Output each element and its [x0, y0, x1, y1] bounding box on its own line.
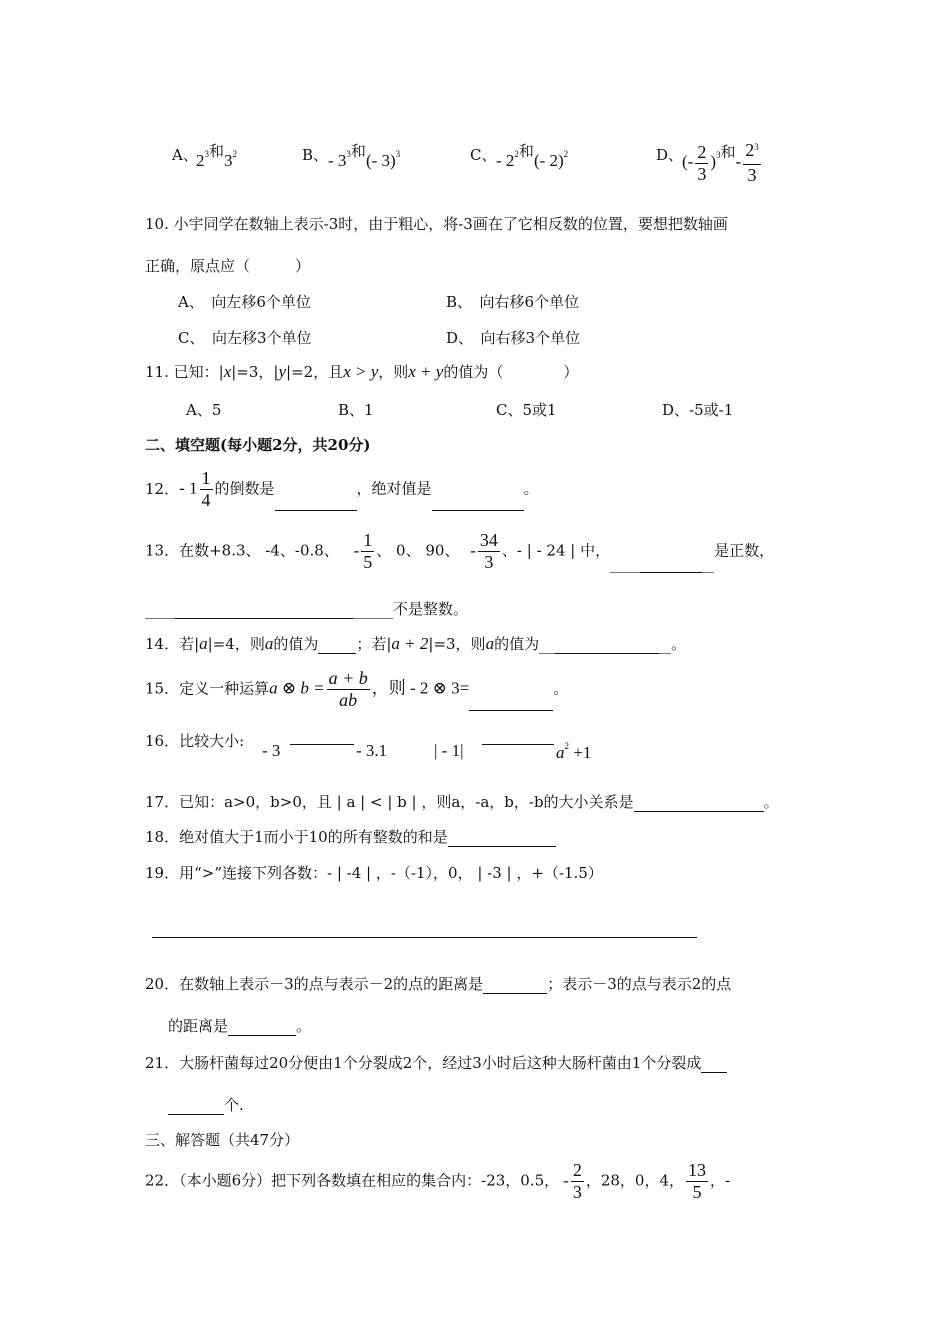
q9-option-d-expr: (- $\frac{2}{3}$ )$^3$和- $\frac{2^3}{3}$	[682, 140, 759, 185]
q21-line1: 21．大肠杆菌每过20分便由1个分裂成2个，经过3小时后这种大肠杆菌由1个分裂成	[145, 1052, 727, 1073]
q13-blank-non-integer[interactable]	[175, 602, 353, 619]
q11-option-c: C、5或1	[496, 401, 557, 419]
q9-option-b-expr: - $3^3$和(- 3)$^3$	[328, 144, 401, 170]
q10-option-a: A、 向左移6个单位	[178, 293, 311, 311]
q15-blank[interactable]	[469, 694, 553, 711]
q22: 22．（本小题6分）把下列各数填在相应的集合内：-23，0.5， - $\frac{2}{3}$ ，28，0，4， $\frac{13}{5}$ ，-	[145, 1160, 731, 1202]
q13-line1: 13．在数+8.3、 -4、-0.8、 - $\frac{1}{5}$ 、 0、 90、 - $\frac{34}{3}$ 、- | - 24 | 中， 是正数，	[145, 530, 775, 572]
q16-blank-1[interactable]	[290, 744, 354, 745]
q19: 19．用“>”连接下列各数：- | -4 | ，-（-1），0， | -3 | ，+（-1.5）	[145, 864, 603, 882]
section-3-heading: 三、解答题（共47分）	[145, 1131, 300, 1149]
q10-line2: 正确，原点应（ ）	[145, 257, 311, 275]
q12: 12．- 1 $\frac{1}{4}$ 的倒数是 ，绝对值是 。	[145, 468, 539, 510]
q9-option-a	[172, 144, 198, 165]
q10-option-b: B、 向右移6个单位	[446, 293, 580, 311]
q11-option-b: B、1	[338, 401, 374, 419]
q13-blank-positive[interactable]	[640, 556, 702, 573]
q20-line2: 的距离是 。	[168, 1017, 312, 1035]
q15: 15．定义一种运算a ⊗ b = $\frac{a + b}{ab}$ ，则 - 2 ⊗ 3= 。	[145, 668, 569, 710]
q10-option-c: C、 向左移3个单位	[178, 329, 312, 347]
q19-answer-line[interactable]	[152, 937, 697, 938]
q9-option-a-expr: $2^3$和$3^2$	[196, 144, 238, 170]
q10-option-d: D、 向右移3个单位	[446, 329, 581, 347]
option-label: C、	[470, 146, 497, 164]
q12-blank-1[interactable]	[275, 494, 357, 511]
q9-option-b	[302, 144, 328, 165]
q18: 18．绝对值大于1而小于10的所有整数的和是	[145, 826, 556, 847]
option-label: A、	[172, 146, 198, 164]
q20-line1: 20．在数轴上表示－3的点与表示－2的点的距离是 ；表示－3的点与表示2的点	[145, 975, 732, 993]
q11-stem: 11. 已知：|x|=3，|y|=2，且x > y，则x + y的值为（ ）	[145, 362, 579, 381]
q14-blank-1[interactable]	[318, 637, 356, 654]
q16-expr-2: - 3.1	[356, 741, 388, 760]
q16-expr-3: | - 1|	[434, 741, 464, 760]
q17-blank[interactable]	[634, 795, 764, 812]
q9-option-c-expr: - $2^2$和(- 2)$^2$	[496, 144, 569, 170]
option-label: B、	[302, 146, 329, 164]
option-label: D、	[656, 146, 684, 164]
q14-blank-2[interactable]	[555, 637, 659, 654]
q16-label: 16．比较大小:	[145, 732, 245, 750]
q9-option-d	[656, 144, 683, 165]
q17: 17．已知：a>0，b>0，且 | a | < | b | ，则a，-a，b，-b的大小关系是 。	[145, 793, 779, 811]
q16-expr-4: $a^2 +1$	[556, 741, 592, 762]
q20-blank-2[interactable]	[228, 1019, 296, 1036]
q10-line1: 10. 小宇同学在数轴上表示-3时，由于粗心，将-3画在了它相反数的位置，要想把数轴画	[145, 215, 728, 233]
q14: 14．若|a|=4，则a的值为 ；若|a + 2|=3，则a的值为 。	[145, 634, 687, 653]
q18-blank[interactable]	[448, 830, 556, 847]
q12-blank-2[interactable]	[432, 494, 524, 511]
q20-blank-1[interactable]	[483, 977, 547, 994]
q11-option-d: D、-5或-1	[662, 401, 734, 419]
q11-option-a: A、5	[186, 401, 222, 419]
q21-blank-end[interactable]	[168, 1098, 224, 1115]
q21-blank-start[interactable]	[701, 1056, 727, 1073]
q13-line2: 不是整数。	[145, 598, 468, 619]
q9-option-c	[470, 144, 496, 165]
q16-expr-1: - 3	[262, 741, 281, 760]
q16-blank-2[interactable]	[482, 744, 554, 745]
section-2-heading: 二、填空题(每小题2分，共20分)	[145, 436, 371, 454]
q21-line2: 个.	[168, 1094, 244, 1115]
